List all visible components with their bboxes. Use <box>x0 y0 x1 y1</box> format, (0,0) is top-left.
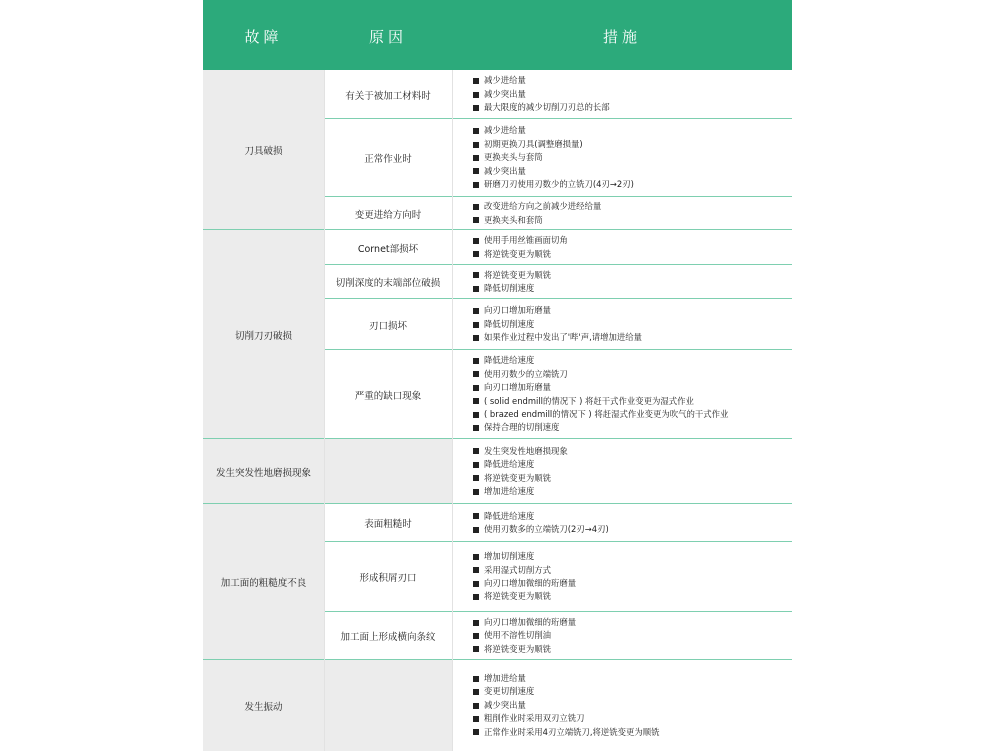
measure-text: 更换夹头与套筒 <box>484 152 543 163</box>
measure-text: ( solid endmill的情况下 ) 将赶干式作业变更为湿式作业 <box>484 395 694 406</box>
table-header <box>203 0 792 70</box>
square-bullet-icon <box>473 358 479 364</box>
square-bullet-icon <box>473 272 479 278</box>
square-bullet-icon <box>473 676 479 682</box>
measure-item <box>473 304 792 317</box>
fault-cell: 发生振动 <box>203 660 324 751</box>
measure-cell <box>452 197 792 230</box>
measure-text: 减少突出量 <box>484 699 526 710</box>
measure-item <box>473 445 792 458</box>
cause-cell: 严重的缺口现象 <box>324 350 452 439</box>
measure-text: 减少进给量 <box>484 75 526 86</box>
square-bullet-icon <box>473 217 479 223</box>
measure-text: 使用不溶性切削油 <box>484 630 551 641</box>
measure-item <box>473 318 792 331</box>
square-bullet-icon <box>473 489 479 495</box>
measure-item <box>473 421 792 434</box>
square-bullet-icon <box>473 371 479 377</box>
fault-cell: 切削刀刃破损 <box>203 230 324 439</box>
measure-text: 向刃口增加微细的珩磨量 <box>484 578 577 588</box>
measure-text: 将逆铣变更为顺铣 <box>484 472 551 483</box>
measure-text: 将逆铣变更为顺铣 <box>484 269 551 280</box>
square-bullet-icon <box>473 594 479 600</box>
measure-text: 最大限度的减少切削刀刃总的长部 <box>484 102 610 113</box>
measure-item <box>473 590 792 603</box>
measure-text: 增加切削速度 <box>484 551 535 562</box>
measure-text: 减少进给量 <box>484 125 526 136</box>
square-bullet-icon <box>473 155 479 161</box>
header-fault: 故障 <box>244 28 283 46</box>
measure-cell <box>452 70 792 119</box>
square-bullet-icon <box>473 182 479 188</box>
measure-item <box>473 699 792 712</box>
square-bullet-icon <box>473 251 479 257</box>
measure-item <box>473 564 792 577</box>
square-bullet-icon <box>473 554 479 560</box>
measure-text: 减少突出量 <box>484 88 526 99</box>
measure-cell <box>452 504 792 542</box>
square-bullet-icon <box>473 527 479 533</box>
measure-item <box>473 269 792 282</box>
measure-text: 正常作业时采用4刃立端铣刀,将逆铣变更为顺铣 <box>484 726 660 737</box>
measure-text: 增加进给量 <box>484 672 526 683</box>
measure-text: 变更切削速度 <box>484 686 535 697</box>
cause-cell: Cornet部损坏 <box>324 230 452 265</box>
measure-item <box>473 151 792 164</box>
measure-text: 更换夹头和套筒 <box>484 214 543 225</box>
measure-cell <box>452 350 792 439</box>
measure-item <box>473 214 792 227</box>
measure-item <box>473 472 792 485</box>
measure-item <box>473 165 792 178</box>
square-bullet-icon <box>473 398 479 404</box>
measure-text: 降低进给速度 <box>484 459 535 470</box>
measure-item <box>473 726 792 739</box>
measure-item <box>473 101 792 114</box>
measure-item <box>473 485 792 498</box>
square-bullet-icon <box>473 729 479 735</box>
cause-cell: 有关于被加工材料时 <box>324 70 452 119</box>
measure-cell <box>452 119 792 197</box>
measure-item <box>473 458 792 471</box>
measure-item <box>473 331 792 344</box>
square-bullet-icon <box>473 689 479 695</box>
measure-item <box>473 200 792 213</box>
square-bullet-icon <box>473 633 479 639</box>
measure-item <box>473 550 792 563</box>
measure-cell <box>452 542 792 612</box>
column-divider <box>324 70 325 751</box>
cause-cell: 正常作业时 <box>324 119 452 197</box>
measure-text: 改变进给方向之前减少进经给量 <box>484 201 602 212</box>
measure-text: ( brazed endmill的情况下 ) 将赶湿式作业变更为吹气的干式作业 <box>484 408 729 419</box>
measure-item <box>473 577 792 590</box>
square-bullet-icon <box>473 105 479 111</box>
measure-text: 使用刃数少的立端铣刀 <box>484 368 568 379</box>
measure-cell <box>452 439 792 504</box>
square-bullet-icon <box>473 703 479 709</box>
measure-text: 研磨刀刃使用刃数少的立铣刀(4刃→2刃) <box>484 179 634 190</box>
measure-cell <box>452 265 792 299</box>
measure-item <box>473 354 792 367</box>
measure-text: 粗削作业时采用双刃立铣刀 <box>484 713 585 724</box>
measure-item <box>473 395 792 408</box>
square-bullet-icon <box>473 128 479 134</box>
cause-cell <box>324 439 452 504</box>
measure-text: 将逆铣变更为顺铣 <box>484 248 551 259</box>
square-bullet-icon <box>473 238 479 244</box>
column-divider <box>452 70 453 751</box>
square-bullet-icon <box>473 462 479 468</box>
measure-text: 降低切削速度 <box>484 318 535 329</box>
troubleshooting-table <box>203 0 792 751</box>
square-bullet-icon <box>473 620 479 626</box>
square-bullet-icon <box>473 385 479 391</box>
measure-text: 采用湿式切削方式 <box>484 564 551 575</box>
measure-text: 使用手用丝锥画面切角 <box>484 235 568 246</box>
square-bullet-icon <box>473 92 479 98</box>
measure-text: 减少突出量 <box>484 165 526 176</box>
measure-item <box>473 124 792 137</box>
cause-cell <box>324 660 452 751</box>
measure-text: 使用刃数多的立端铣刀(2刃→4刃) <box>484 524 609 534</box>
measure-item <box>473 672 792 685</box>
measure-item <box>473 712 792 725</box>
square-bullet-icon <box>473 425 479 431</box>
square-bullet-icon <box>473 78 479 84</box>
measure-text: 降低进给速度 <box>484 355 535 366</box>
measure-item <box>473 138 792 151</box>
square-bullet-icon <box>473 308 479 314</box>
square-bullet-icon <box>473 142 479 148</box>
square-bullet-icon <box>473 567 479 573</box>
measure-item <box>473 685 792 698</box>
square-bullet-icon <box>473 513 479 519</box>
square-bullet-icon <box>473 646 479 652</box>
square-bullet-icon <box>473 335 479 341</box>
measure-item <box>473 234 792 247</box>
measure-item <box>473 510 792 523</box>
measure-item <box>473 381 792 394</box>
measure-item <box>473 88 792 101</box>
measure-text: 保持合理的切削速度 <box>484 422 560 433</box>
square-bullet-icon <box>473 168 479 174</box>
measure-text: 向刃口增加珩磨量 <box>484 305 551 316</box>
square-bullet-icon <box>473 322 479 328</box>
measure-item <box>473 248 792 261</box>
square-bullet-icon <box>473 412 479 418</box>
square-bullet-icon <box>473 581 479 587</box>
measure-cell <box>452 230 792 265</box>
square-bullet-icon <box>473 286 479 292</box>
cause-cell: 加工面上形成横向条纹 <box>324 612 452 660</box>
header-measure: 措施 <box>602 28 641 46</box>
square-bullet-icon <box>473 448 479 454</box>
measure-item <box>473 523 792 536</box>
header-cause: 原因 <box>368 28 407 46</box>
fault-cell: 刀具破损 <box>203 70 324 230</box>
measure-item <box>473 178 792 191</box>
cause-cell: 切削深度的末端部位破损 <box>324 265 452 299</box>
cause-cell: 表面粗糙时 <box>324 504 452 542</box>
measure-text: 降低进给速度 <box>484 510 535 521</box>
measure-text: 将逆铣变更为顺铣 <box>484 643 551 654</box>
measure-text: 将逆铣变更为顺铣 <box>484 591 551 602</box>
measure-item <box>473 616 792 629</box>
measure-text: 降低切削速度 <box>484 283 535 293</box>
measure-text: 增加进给速度 <box>484 485 535 496</box>
measure-cell <box>452 660 792 751</box>
measure-item <box>473 408 792 421</box>
square-bullet-icon <box>473 204 479 210</box>
measure-item <box>473 74 792 87</box>
fault-cell: 加工面的粗糙度不良 <box>203 504 324 660</box>
measure-text: 向刃口增加微细的珩磨量 <box>484 616 577 627</box>
measure-text: 如果作业过程中发出了'哔'声,请增加进给量 <box>484 332 643 343</box>
measure-cell <box>452 299 792 350</box>
cause-cell: 刃口损坏 <box>324 299 452 350</box>
table-body <box>203 70 792 751</box>
measure-item <box>473 643 792 656</box>
fault-cell: 发生突发性地磨损现象 <box>203 439 324 504</box>
measure-text: 发生突发性地磨损现象 <box>484 445 568 456</box>
measure-text: 向刃口增加珩磨量 <box>484 382 551 393</box>
measure-text: 初期更换刀具(调整磨损量) <box>484 138 583 149</box>
measure-item <box>473 282 792 295</box>
square-bullet-icon <box>473 475 479 481</box>
measure-item <box>473 368 792 381</box>
measure-cell <box>452 612 792 660</box>
square-bullet-icon <box>473 716 479 722</box>
measure-item <box>473 629 792 642</box>
cause-cell: 形成积屑刃口 <box>324 542 452 612</box>
cause-cell: 变更进给方向时 <box>324 197 452 230</box>
